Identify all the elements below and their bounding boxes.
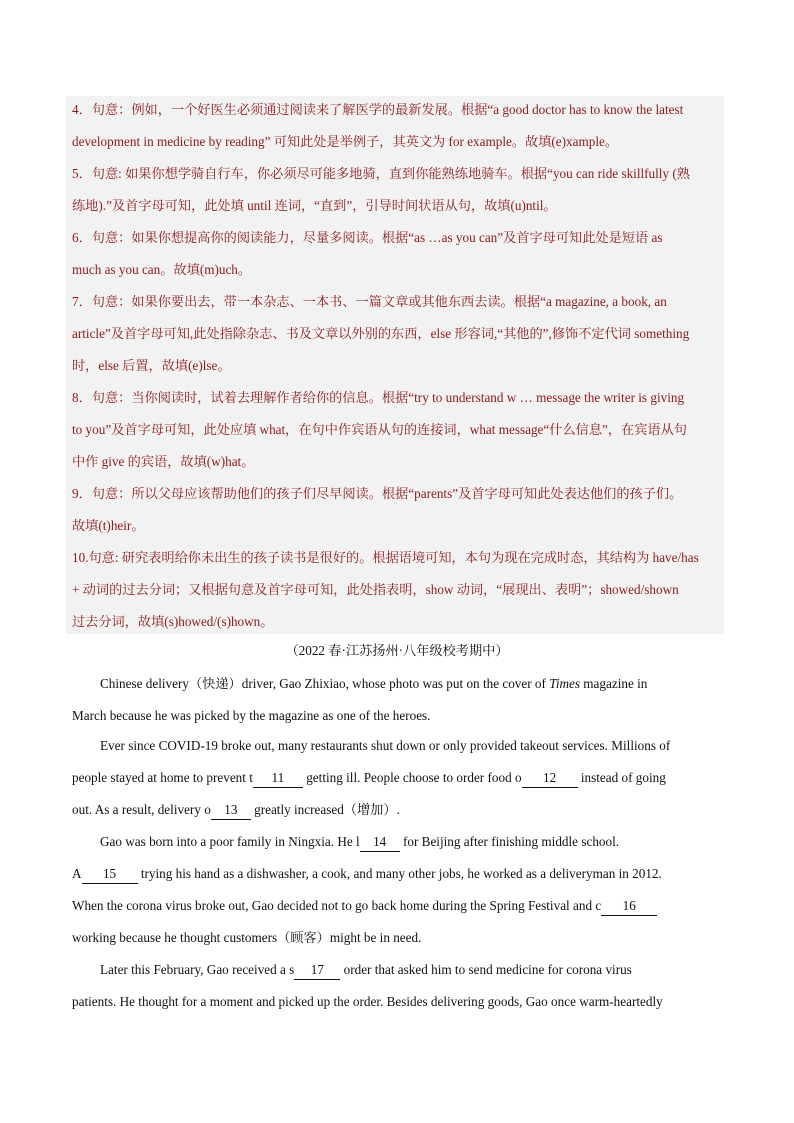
answer-9-line-2: 故填(t)heir。 — [72, 518, 145, 533]
answer-10-line-3: 过去分词，故填(s)howed/(s)hown。 — [72, 614, 274, 629]
answer-6-line-1: 6．句意：如果你想提高你的阅读能力，尽量多阅读。根据“as …as you can”及首字母可知此处是短语 as — [72, 230, 663, 245]
text: people stayed at home to prevent t — [72, 770, 253, 785]
passage-p4-line-2: patients. He thought for a moment and picked up the order. Besides delivering goods, Gao once warm-heartedly — [72, 994, 663, 1009]
text: Chinese delivery（快递）driver, Gao Zhixiao, whose photo was put on the cover of — [100, 676, 550, 691]
text: getting ill. People choose to order food o — [302, 770, 522, 785]
answer-8-line-2: to you”及首字母可知，此处应填 what，在句中作宾语从句的连接词，what message“什么信息”，在宾语从句 — [72, 422, 687, 437]
source-heading: （2022 春·江苏扬州·八年级校考期中） — [285, 643, 509, 658]
text: instead of going — [577, 770, 666, 785]
passage-p3-line-2 — [72, 858, 724, 890]
answer-7-line-1: 7．句意：如果你要出去，带一本杂志、一本书、一篇文章或其他东西去读。根据“a magazine, a book, an — [72, 294, 667, 309]
passage-p2-line-2 — [72, 762, 724, 794]
answer-7-line-3: 时，else 后置，故填(e)lse。 — [72, 358, 231, 373]
passage-p3-line-4: working because he thought customers（顾客）might be in need. — [72, 930, 422, 945]
passage-p3-line-3 — [72, 890, 724, 922]
text: When the corona virus broke out, Gao decided not to go back home during the Spring Festival and c — [72, 898, 602, 913]
answer-8-line-1: 8．句意：当你阅读时，试着去理解作者给你的信息。根据“try to understand w … message the writer is giving — [72, 390, 685, 405]
passage-p3-line-1 — [100, 826, 724, 858]
text: out. As a result, delivery o — [72, 802, 211, 817]
answer-6-line-2: much as you can。故填(m)uch。 — [72, 262, 252, 277]
answer-7-line-2: article”及首字母可知,此处指除杂志、书及文章以外别的东西，else 形容词,“其他的”,修饰不定代词 something — [72, 326, 690, 341]
answer-5-line-2: 练地).”及首字母可知，此处填 until 连词，“直到”，引导时间状语从句，故填(u)ntil。 — [72, 198, 557, 213]
text: order that asked him to send medicine for corona virus — [340, 962, 632, 977]
blank-15[interactable]: 15 — [82, 865, 138, 884]
answer-8-line-3: 中作 give 的宾语，故填(w)hat。 — [72, 454, 255, 469]
blank-11[interactable]: 11 — [253, 769, 303, 788]
blank-12[interactable]: 12 — [522, 769, 578, 788]
answer-10-line-2: + 动词的过去分词；又根据句意及首字母可知，此处指表明，show 动词，“展现出、表明”；showed/shown — [72, 582, 679, 597]
text: for Beijing after finishing middle school. — [399, 834, 620, 849]
answer-4-line-1: 4．句意：例如，一个好医生必须通过阅读来了解医学的最新发展。根据“a good doctor has to know the latest — [72, 102, 684, 117]
text: Gao was born into a poor family in Ningxia. He l — [100, 834, 360, 849]
blank-17[interactable]: 17 — [294, 961, 340, 980]
text: greatly increased（增加）. — [250, 802, 400, 817]
answer-10-line-1: 10.句意: 研究表明给你未出生的孩子读书是很好的。根据语境可知，本句为现在完成时态，其结构为 have/has — [72, 550, 699, 565]
passage-p1-line-1 — [100, 668, 724, 700]
answer-9-line-1: 9．句意：所以父母应该帮助他们的孩子们尽早阅读。根据“parents”及首字母可知此处表达他们的孩子们。 — [72, 486, 683, 501]
text: magazine in — [580, 676, 648, 691]
answer-5-line-1: 5．句意: 如果你想学骑自行车，你必须尽可能多地骑，直到你能熟练地骑车。根据“you can ride skillfully (熟 — [72, 166, 690, 181]
passage-p4-line-1 — [100, 954, 724, 986]
blank-16[interactable]: 16 — [601, 897, 657, 916]
times-title: Times — [549, 676, 580, 691]
text: A — [72, 866, 82, 881]
blank-13[interactable]: 13 — [211, 801, 251, 820]
answer-4-line-2: development in medicine by reading” 可知此处是举例子，其英文为 for example。故填(e)xample。 — [72, 134, 619, 149]
passage-p1-line-2: March because he was picked by the magazine as one of the heroes. — [72, 708, 431, 723]
text: trying his hand as a dishwasher, a cook, and many other jobs, he worked as a deliveryman in 2012. — [137, 866, 662, 881]
passage-p2-line-1: Ever since COVID-19 broke out, many restaurants shut down or only provided takeout services. Millions of — [100, 738, 671, 753]
text: Later this February, Gao received a s — [100, 962, 295, 977]
passage-p2-line-3 — [72, 794, 724, 826]
blank-14[interactable]: 14 — [360, 833, 400, 852]
